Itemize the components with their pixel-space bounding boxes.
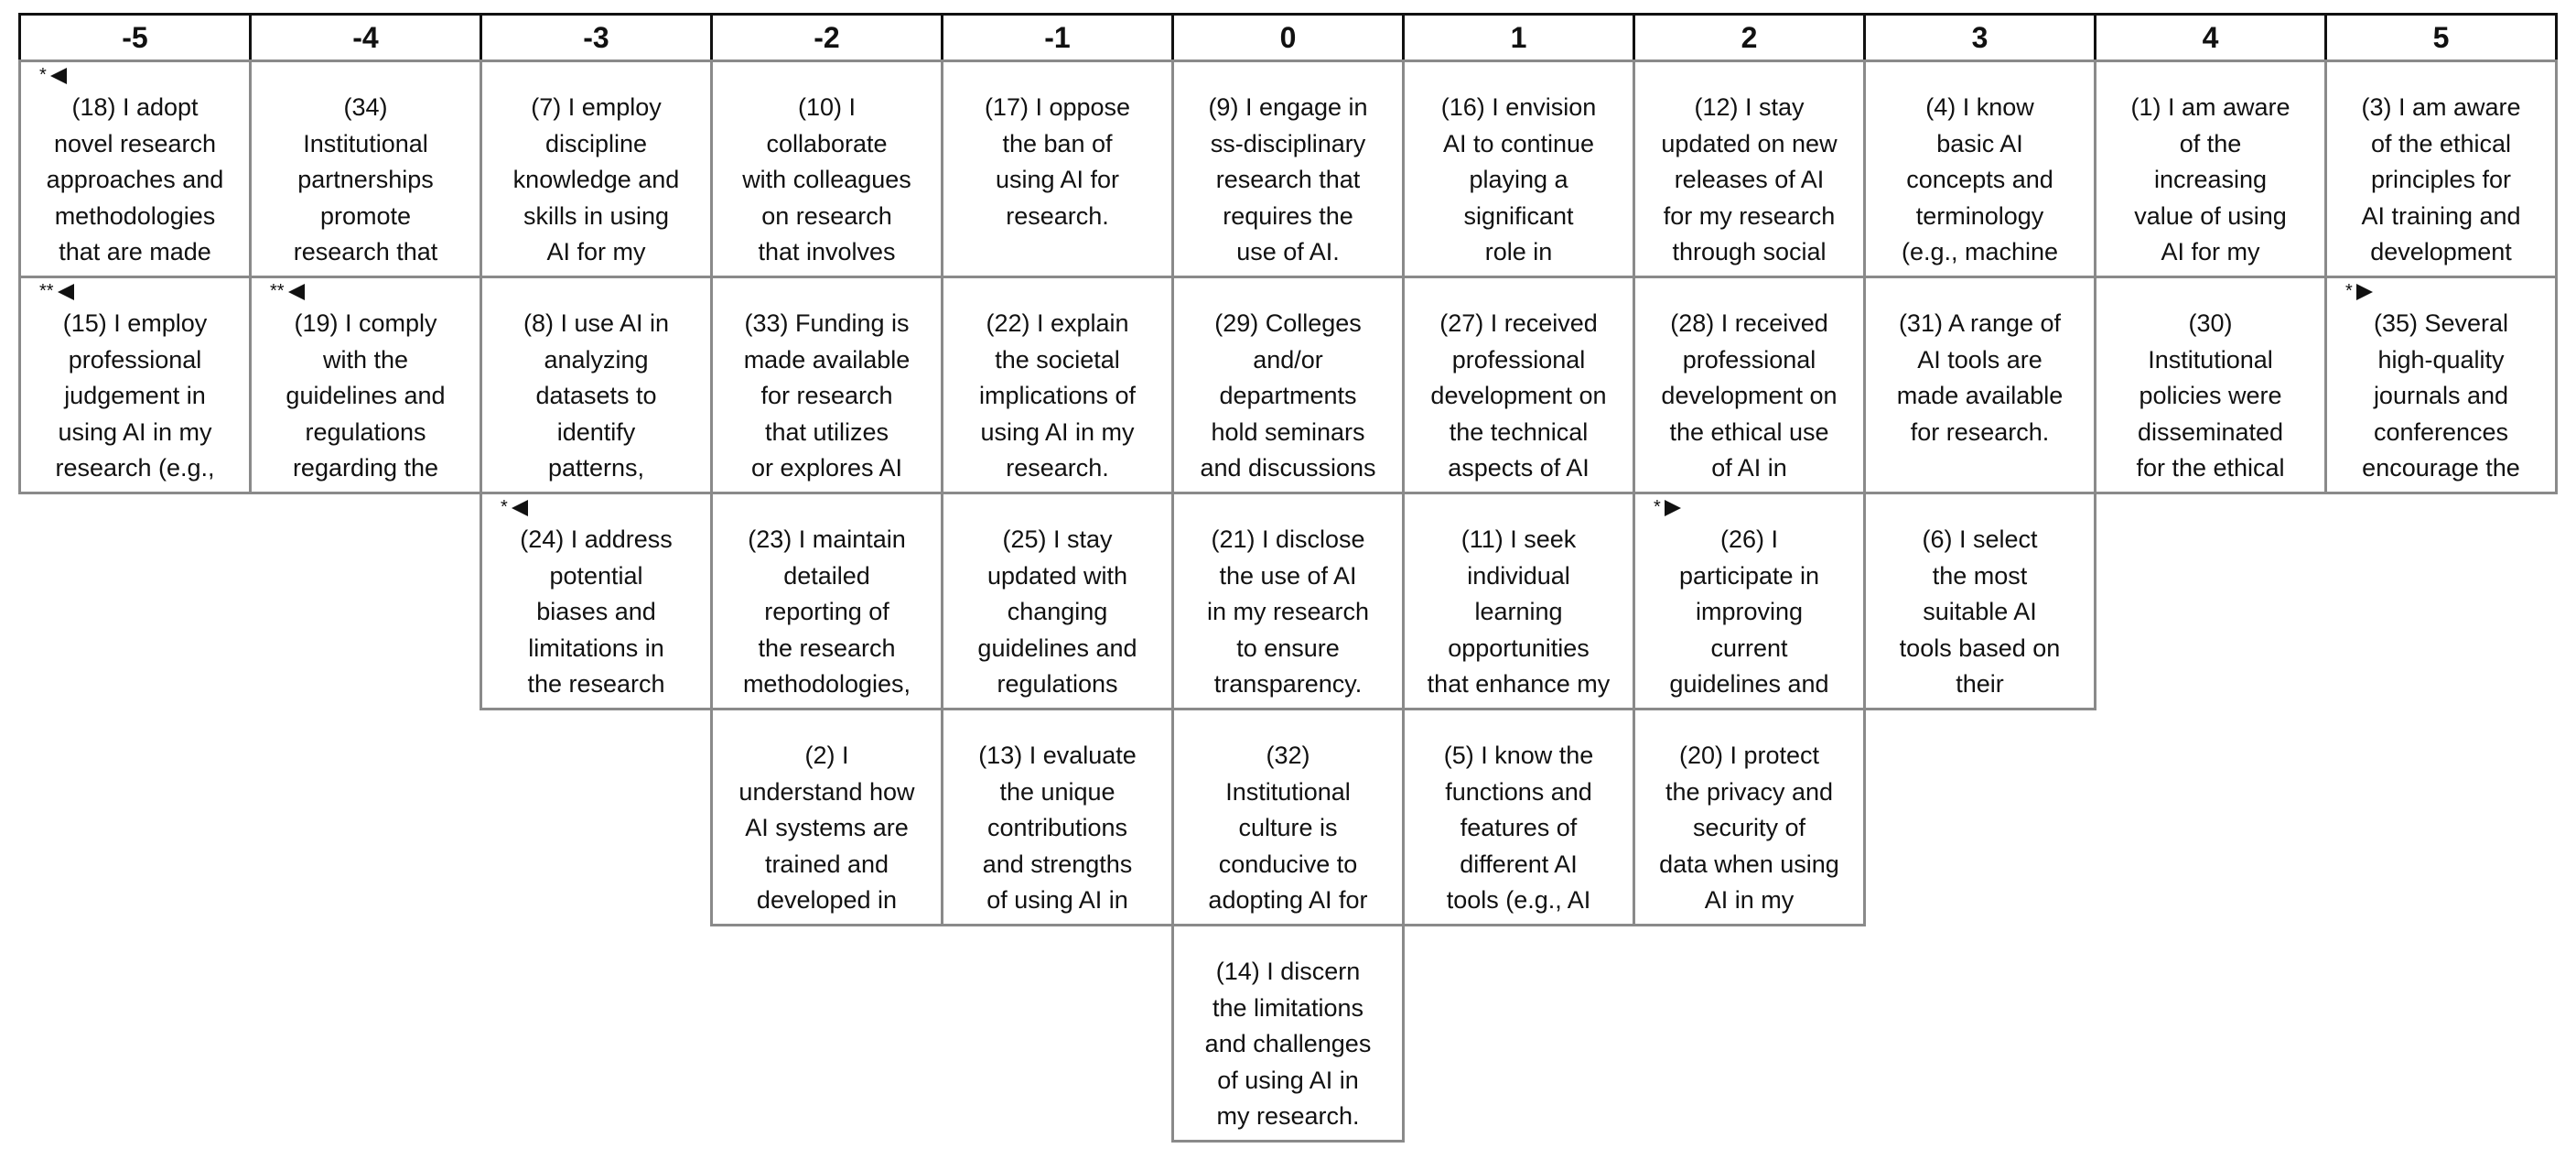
statement-text: (29) Colleges and/or departments hold seminars and discussions	[1200, 309, 1376, 482]
statement-text: (31) A range of AI tools are made available for research.	[1896, 309, 2064, 446]
column-header: 2	[1633, 13, 1866, 62]
statement-card	[1633, 60, 1866, 278]
statement-text: (6) I select the most suitable AI tools based on their	[1899, 525, 2061, 698]
significance-stars: *	[1654, 497, 1661, 517]
statement-text: (33) Funding is made available for research that utilizes or explores AI	[743, 309, 911, 482]
statement-text: (13) I evaluate the unique contributions and strengths of using AI in	[978, 742, 1137, 914]
statement-text: (18) I adopt novel research approaches and methodologies that are made	[46, 93, 224, 265]
significance-stars: *	[39, 65, 47, 85]
statement-text: (5) I know the functions and features of different AI tools (e.g., AI	[1443, 742, 1594, 914]
statement-text: (27) I received professional development on the technical aspects of AI	[1430, 309, 1607, 482]
statement-card	[710, 276, 943, 494]
distinguishing-marker	[1654, 496, 1681, 518]
statement-card	[1402, 60, 1635, 278]
statement-card	[480, 492, 713, 710]
statement-card	[480, 276, 713, 494]
statement-card	[941, 492, 1174, 710]
statement-card	[1863, 492, 2096, 710]
statement-card	[1402, 708, 1635, 926]
statement-text: (1) I am aware of the increasing value of using AI for my	[2130, 93, 2290, 265]
distinguishing-marker	[501, 496, 528, 518]
statement-text: (25) I stay updated with changing guidelines and regulations	[977, 525, 1137, 698]
column-header: -2	[710, 13, 943, 62]
statement-card	[941, 708, 1174, 926]
column-header: -1	[941, 13, 1174, 62]
statement-text: (34) Institutional partnerships promote research that	[293, 93, 438, 265]
statement-card	[1171, 276, 1405, 494]
column-header: 4	[2094, 13, 2327, 62]
triangle-left-icon	[512, 500, 528, 516]
triangle-left-icon	[288, 284, 305, 300]
statement-text: (17) I oppose the ban of using AI for research.	[984, 93, 1131, 230]
significance-stars: *	[2345, 281, 2353, 301]
statement-card	[1863, 60, 2096, 278]
statement-card	[1171, 492, 1405, 710]
statement-text: (21) I disclose the use of AI in my research to ensure transparency.	[1206, 525, 1370, 698]
statement-card	[2094, 276, 2327, 494]
statement-text: (30) Institutional policies were disseminated for the ethical	[2136, 309, 2285, 482]
statement-card	[1402, 492, 1635, 710]
statement-card	[710, 60, 943, 278]
statement-card	[710, 492, 943, 710]
statement-card	[941, 276, 1174, 494]
statement-text: (16) I envision AI to continue playing a significant role in	[1440, 93, 1597, 265]
statement-card	[1171, 924, 1405, 1143]
triangle-left-icon	[58, 284, 74, 300]
distinguishing-marker	[39, 64, 67, 86]
statement-text: (10) I collaborate with colleagues on research that involves	[742, 93, 911, 265]
statement-card	[1633, 708, 1866, 926]
statement-card	[1402, 276, 1635, 494]
column-header: 1	[1402, 13, 1635, 62]
significance-stars: **	[39, 281, 54, 301]
statement-text: (2) I understand how AI systems are trained and developed in	[738, 742, 915, 914]
column-header: 0	[1171, 13, 1405, 62]
statement-card	[480, 60, 713, 278]
statement-card	[2324, 276, 2558, 494]
statement-card	[1171, 60, 1405, 278]
triangle-right-icon	[2356, 284, 2373, 300]
statement-card	[1171, 708, 1405, 926]
statement-card	[1633, 276, 1866, 494]
statement-text: (14) I discern the limitations and challenges of using AI in my research.	[1204, 958, 1372, 1130]
statement-text: (9) I engage in ss-disciplinary research that requires the use of AI.	[1208, 93, 1368, 265]
statement-card	[249, 60, 482, 278]
statement-text: (12) I stay updated on new releases of AI for my research through social	[1661, 93, 1838, 265]
distinguishing-marker	[39, 280, 74, 302]
statement-text: (15) I employ professional judgement in using AI in my research (e.g.,	[55, 309, 215, 482]
statement-card	[249, 276, 482, 494]
column-header: 3	[1863, 13, 2096, 62]
q-sort-grid	[18, 13, 2571, 1148]
statement-text: (24) I address potential biases and limitations in the research	[520, 525, 673, 698]
statement-text: (26) I participate in improving current guidelines and	[1669, 525, 1829, 698]
statement-text: (35) Several high-quality journals and conferences encourage the	[2362, 309, 2520, 482]
distinguishing-marker	[2345, 280, 2373, 302]
statement-text: (11) I seek individual learning opportunities that enhance my	[1427, 525, 1611, 698]
statement-text: (19) I comply with the guidelines and regulations regarding the	[286, 309, 446, 482]
statement-card	[1863, 276, 2096, 494]
statement-text: (7) I employ discipline knowledge and skills in using AI for my	[512, 93, 680, 265]
significance-stars: **	[270, 281, 285, 301]
statement-card	[18, 60, 252, 278]
statement-text: (32) Institutional culture is conducive to adopting AI for	[1208, 742, 1368, 914]
significance-stars: *	[501, 497, 508, 517]
statement-text: (28) I received professional development on the ethical use of AI in	[1661, 309, 1838, 482]
statement-text: (23) I maintain detailed reporting of the research methodologies,	[742, 525, 911, 698]
statement-card	[2094, 60, 2327, 278]
statement-text: (8) I use AI in analyzing datasets to identify patterns,	[523, 309, 670, 482]
statement-card	[941, 60, 1174, 278]
statement-text: (4) I know basic AI concepts and terminology (e.g., machine	[1901, 93, 2059, 265]
statement-card	[18, 276, 252, 494]
distinguishing-marker	[270, 280, 305, 302]
column-header: -3	[480, 13, 713, 62]
column-header: -4	[249, 13, 482, 62]
statement-text: (20) I protect the privacy and security of data when using AI in my	[1659, 742, 1839, 914]
triangle-left-icon	[50, 68, 67, 84]
statement-card	[1633, 492, 1866, 710]
column-header: -5	[18, 13, 252, 62]
statement-text: (3) I am aware of the ethical principles for AI training and development	[2361, 93, 2521, 265]
statement-card	[2324, 60, 2558, 278]
statement-card	[710, 708, 943, 926]
triangle-right-icon	[1665, 500, 1681, 516]
statement-text: (22) I explain the societal implications of using AI in my research.	[978, 309, 1137, 482]
column-header: 5	[2324, 13, 2558, 62]
